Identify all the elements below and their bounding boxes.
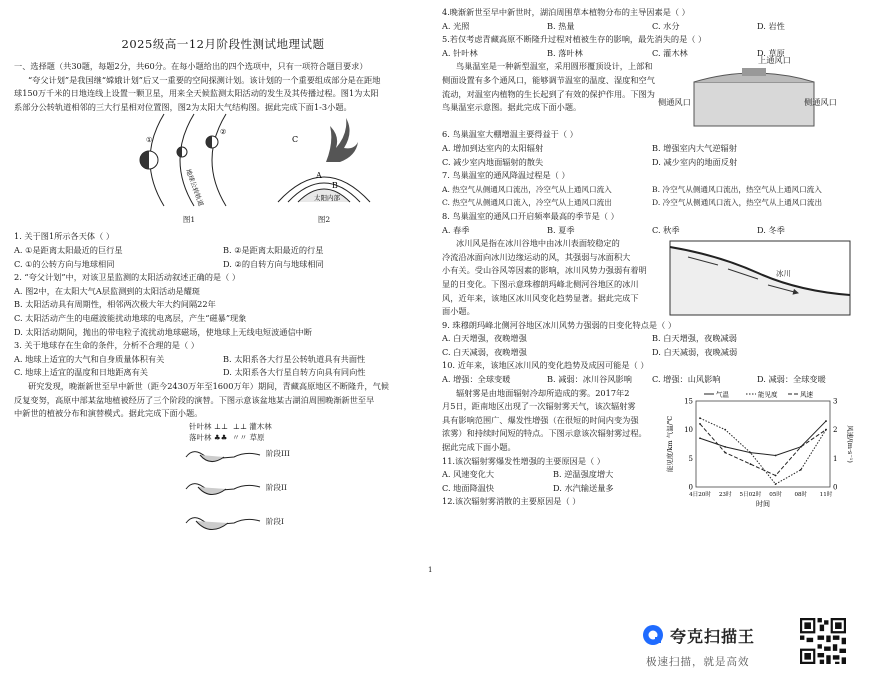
planet-2-label: ② [220,128,227,137]
question-9: 9. 珠穆朗玛峰北侧河谷地区冰川风势力强弱的日变化特点是（ ） A. 白天增强，夜晚增强 B. 白天增强，夜晚减弱 C. 白天减弱，夜晚增强 D. 白天减弱，夜晚减弱 [442,319,738,357]
shrub-symbol: ⊥⊥ [232,421,247,431]
x-axis-label: 时间 [756,499,770,508]
figure-2-caption: 图2 [317,214,331,224]
y-left-tick: 0 [688,483,693,492]
question-3: 3. 关于地球存在生命的条件，分析不合理的是（ ） A. 地球上适宜的大气和自身质量体积有关 B. 太阳系各大行星公转轨道具有共面性 C. 地球上适宜的温度和日地距离有关 D. 太阳系各大行星自转方向具有同向性 [14,340,366,378]
question-12: 12.该次辐射雾消散的主要原因是（ ） [442,496,581,507]
passage-2: 研究发现，晚渐新世至早中新世（距今2430万年至1600万年）期间，青藏高原地区不断隆升，气候 反复变努，高原中部某盆地植被经历了三个阶段的演替。下图示意该盆地某古湖泊周围晚渐新世至早 中新世的植被分布和演替模式。据此完成下面小题。 [14,380,389,419]
glacier-label: 冰川 [776,269,791,279]
glacier-figure [658,237,854,317]
series-point-1 [800,469,802,471]
stage-3-label: 阶段III [266,448,290,458]
question-8: 8. 鸟巢温室的通风口开启频率最高的季节是（ ） A. 春季 B. 夏季 C. 秋季 D. 冬季 [442,210,785,235]
planet-orbit-diagram [134,112,244,208]
series-point-2 [800,446,802,448]
left-column [14,6,432,539]
stage-profiles [14,443,264,539]
sun-interior-label: 太阳内部 [314,194,340,203]
passage-5-and-q11: 辐射雾是由地面辐射冷却所造成的雾。2017年2 月5日，距南地区出现了一次辐射雾天气，该次辐射雾 具有影响范围广、爆发性增强（在很短的时间内变为强 浓雾）和持续时间短的特点。下图示意该次辐射雾过程。 据此完成下面小题。 11.该次辐射雾爆发性增强的主要原因是（ ） A. 风速变化大 B. 逆温强度增大 C. 地面降温快 D. 水汽输送量多 12.该次辐射雾消散的主要原因是（ ） [442,387,664,509]
series-point-0 [699,437,701,439]
series-line-0 [700,421,826,455]
fog-section [442,387,862,509]
series-point-2 [775,474,777,476]
scanner-watermark [642,618,852,674]
x-tick-label: 05时 [769,491,782,498]
brand-name: 夸克扫描王 [670,627,756,646]
layer-b-label: B [332,181,338,191]
stage-1-label: 阶段I [266,516,284,526]
series-point-0 [775,454,777,456]
page-title: 2025级高一12月阶段性测试地理试题 [121,37,325,51]
question-11: 11.该次辐射雾爆发性增强的主要原因是（ ） A. 风速变化大 B. 逆温强度增大 C. 地面降温快 D. 水汽输送量多 [442,455,614,493]
stage-1-profile [186,517,260,529]
greenhouse-figure [654,55,854,128]
solar-atmosphere-diagram [274,112,374,208]
greenhouse-drawing [654,60,854,128]
glacier-section [442,237,862,319]
stage-3-profile [186,451,260,461]
passage-3: 鸟巢温室是一种新型温室，采用圆形覆顶设计，上部和 侧面设置有多个通风口，能够调节温室的温度、湿度和空气 流动，对温室内植物的生长起到了有效的保护作用。下图为 鸟巢温室示意图。据此完成下面小题。 [442,61,655,113]
legend-label: 风速 [800,390,813,399]
question-5: 5.若仅考虑青藏高原不断隆升过程对植被生存的影响，最先消失的是（ ） A. 针叶林 B. 落叶林 C. 灌木林 D. 草原 [442,34,785,58]
y-left-tick: 15 [684,397,693,406]
y-right-tick: 1 [833,454,838,463]
right-vent-label: 侧通风口 [804,97,837,108]
question-6: 6. 鸟巢温室大棚增温主要得益于（ ） A. 增加到达室内的太阳辐射 B. 增强室内大气逆辐射 C. 减少室内地面辐射的散失 D. 减少室内的地面反射 [442,129,738,167]
series-point-2 [699,423,701,425]
quark-logo-icon [642,624,664,646]
series-point-1 [775,483,777,485]
figure-1-caption: 图1 [182,214,196,224]
fog-chart [664,387,856,509]
question-10: 10. 近年来，该地区冰川风的变化趋势及成因可能是（ ） A. 增强：全球变暖 B. 减弱：冰川谷风影响 C. 增强：山风影响 D. 减弱：全球变暖 [442,360,826,385]
x-tick-label: 08时 [794,491,808,498]
x-tick-label: 4日20时 [689,491,711,498]
right-column [442,6,862,509]
greenhouse-section [442,55,862,128]
y-left-axis-label: 能见度/km 气温/℃ [666,415,674,472]
question-7: 7. 鸟巢温室的通风降温过程是（ ） A. 热空气从侧通风口流出，冷空气从上通风口流入 B. 冷空气从侧通风口流出，热空气从上通风口流入 C. 热空气从侧通风口流入，冷空气从上通风口流出 D. 冷空气从侧通风口流入，热空气从上通风口流出 [442,170,823,208]
question-1: 1. 关于图1所示各天体（ ） A. ①是距离太阳最近的巨行星 B. ②是距离太阳最近的行星 C. ①的公转方向与地球相同 D. ②的自转方向与地球相同 [14,231,324,269]
layer-a-label: A [316,171,322,181]
series-point-0 [825,420,827,422]
page-number: 1 [428,566,433,574]
figure-2 [274,112,374,226]
question-4: 4.晚渐新世至早中新世时，湖泊周围草本植物分布的主导因素是（ ） A. 光照 B. 热量 C. 水分 D. 岩性 [442,7,785,31]
qr-code-icon [800,618,846,664]
brand-slogan: 极速扫描，就是高效 [646,656,750,668]
orbit-label: 地球公转轨道 [184,168,205,208]
fog-chart-svg [664,387,856,509]
series-line-1 [700,418,826,484]
y-right-tick: 0 [833,483,838,492]
planet-1-label: ① [146,136,153,145]
grass-symbol: 〃〃 [232,432,248,442]
y-right-tick: 3 [833,397,838,406]
legend-label: 能见度 [758,390,778,399]
stage-2-profile [186,483,260,494]
question-2: 2. “夸父计划”中，对该卫星监测的太阳活动叙述正确的是（ ） A. 图2中，在太阳大气A层监测到的太阳活动是耀斑 B. 太阳活动具有周期性，相邻两次极大年大约间隔22年 C. 太阳活动产生的电磁波能扰动地球的电离层，产生“磁暴”现象 D. 太阳活动期间，抛出的带电粒子流扰动地球磁场，使地球上无线电短波通信中断 [14,272,313,337]
series-point-2 [750,463,752,465]
legend-label: 气温 [716,390,729,399]
series-point-1 [724,428,726,430]
y-right-axis-label: 风速/(m·s⁻¹) [846,424,854,463]
figure-1 [134,112,244,226]
series-point-2 [825,428,827,430]
x-tick-label: 5日02时 [739,491,762,498]
glacier-drawing [658,237,854,317]
stage-2-label: 阶段II [266,482,287,492]
series-point-1 [699,417,701,419]
layer-c-label: C [292,135,299,145]
x-tick-label: 23时 [718,491,732,498]
section-intro: 一、选择题（共30题，每题2分，共60分。在每小题给出的四个选项中，只有一项符合题目要求） [14,61,368,71]
passage-4: 冰川风是指在冰川谷地中由冰川表面较稳定的 冷流沿冰面向冰川边缘运动的风，其强弱与冰面积大 小有关。受山谷风等因素的影响，冰川风势力强弱有着明 显的日变化。下图示意珠穆朗玛峰北侧河谷地区的冰川 风，近年来，该地区冰川风变化趋势显著。据此完成下 面小题。 [442,238,647,317]
x-tick-label: 11时 [819,491,833,498]
top-vent-label: 上通风口 [758,55,791,66]
vegetation-legend: 针叶林 ⊥⊥ ⊥⊥ 灌木林 落叶林 ♣♣ 〃〃 草原 [189,421,272,442]
y-right-tick: 2 [833,425,838,434]
series-point-0 [724,446,726,448]
y-left-tick: 5 [688,454,693,463]
figure-row-1-2 [14,116,432,226]
y-left-tick: 10 [684,425,693,434]
passage-1: “夸父计划”是我国继“嫦娥计划”后又一重要的空间探测计划。该计划的一个重要组成部分是在距地 球150万千米的日地连线上设置一颗卫星，用来全天候监测太阳活动的发生及其传播过程。图1为太阳 系部分公转轨道相邻的三大行星相对位置图，图2为太阳大气结构图。据此完成下面1-3小题。 [14,74,381,112]
series-point-1 [750,451,752,453]
left-vent-label: 侧通风口 [658,97,691,108]
series-point-2 [724,451,726,453]
vegetation-stages [14,443,432,539]
